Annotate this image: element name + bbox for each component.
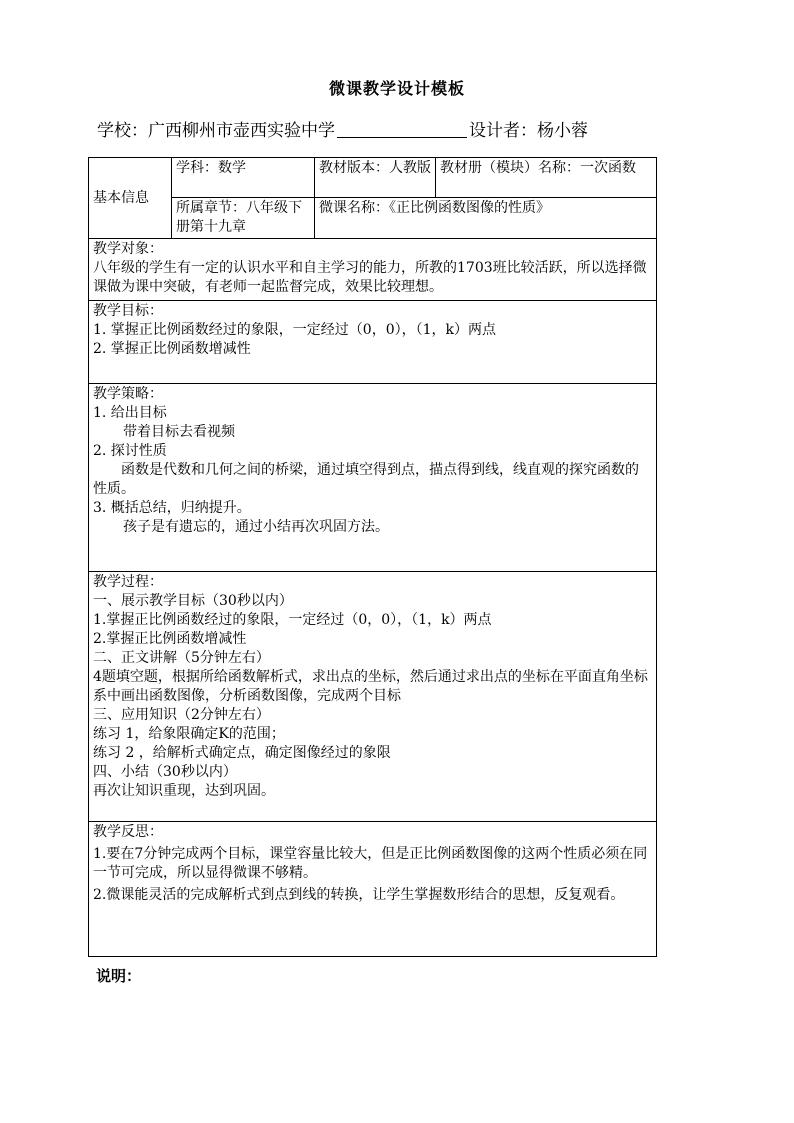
goal-item: 1. 掌握正比例函数经过的象限，一定经过（0，0），（1，k）两点 xyxy=(93,322,497,338)
designer-label: 设计者： xyxy=(469,121,537,141)
blank-underline xyxy=(337,121,467,138)
basic-info-label: 基本信息 xyxy=(89,158,172,239)
volume-cell: 教材册（模块）名称：一次函数 xyxy=(436,158,657,198)
process-line: 2.掌握正比例函数增减性 xyxy=(93,631,247,647)
process-line: 一、展示教学目标（30秒以内） xyxy=(93,593,293,609)
process-section xyxy=(89,572,657,822)
process-line: 再次让知识重现，达到巩固。 xyxy=(93,783,275,799)
audience-heading: 教学对象： xyxy=(93,241,163,257)
audience-text: 八年级的学生有一定的认识水平和自主学习的能力，所教的1703班比较活跃，所以选择微课做为课中突破，有老师一起监督完成，效果比较理想。 xyxy=(93,260,647,295)
strategy-line: 2. 探讨性质 xyxy=(93,443,167,459)
chapter-cell: 所属章节：八年级下册第十九章 xyxy=(172,198,315,239)
process-line: 四、小结（30秒以内） xyxy=(93,764,237,780)
process-line: 1.掌握正比例函数经过的象限，一定经过（0，0），（1，k）两点 xyxy=(93,612,492,628)
design-table xyxy=(88,157,657,957)
note-label: 说明： xyxy=(96,967,142,985)
process-line: 二、正文讲解（5分钟左右） xyxy=(93,650,270,666)
goals-section xyxy=(89,301,657,384)
goal-item: 2. 掌握正比例函数增减性 xyxy=(93,341,251,357)
process-line: 三、应用知识（2分钟左右） xyxy=(93,707,270,723)
strategy-line: 带着目标去看视频 xyxy=(123,424,235,440)
page-title: 微课教学设计模板 xyxy=(328,79,465,98)
reflection-item: 2.微课能灵活的完成解析式到点到线的转换，让学生掌握数形结合的思想，反复观看。 xyxy=(93,887,625,903)
strategy-line: 1. 给出目标 xyxy=(93,405,167,421)
reflection-item: 1.要在7分钟完成两个目标，课堂容量比较大，但是正比例函数图像的这两个性质必须在同一节可完成，所以显得微课不够精。 xyxy=(93,846,648,881)
process-heading: 教学过程： xyxy=(93,574,163,590)
strategy-line: 孩子是有遗忘的，通过小结再次巩固方法。 xyxy=(123,519,389,535)
designer-name: 杨小蓉 xyxy=(537,121,588,141)
subject-cell: 学科：数学 xyxy=(172,158,315,198)
process-line: 4题填空题，根据所给函数解析式，求出点的坐标，然后通过求出点的坐标在平面直角坐标系中画出函数图像，分析函数图像，完成两个目标 xyxy=(93,669,648,704)
process-line: 练习 2 ，给解析式确定点，确定图像经过的象限 xyxy=(93,745,391,761)
strategy-line: 函数是代数和几何之间的桥梁，通过填空得到点，描点得到线，线直观的探究函数的性质。 xyxy=(93,462,639,497)
school-designer-line xyxy=(97,116,588,141)
strategy-heading: 教学策略： xyxy=(93,386,163,402)
reflection-heading: 教学反思： xyxy=(93,824,163,840)
lesson-name-cell: 微课名称：《正比例函数图像的性质》 xyxy=(315,198,657,239)
reflection-section xyxy=(89,822,657,957)
strategy-section xyxy=(89,384,657,572)
strategy-line: 3. 概括总结，归纳提升。 xyxy=(93,500,251,516)
process-line: 练习 1，给象限确定K的范围； xyxy=(93,726,285,742)
school-name: 广西柳州市壶西实验中学 xyxy=(148,121,335,141)
edition-cell: 教材版本：人教版 xyxy=(315,158,436,198)
school-label: 学校： xyxy=(97,121,148,141)
goals-heading: 教学目标： xyxy=(93,303,163,319)
audience-section xyxy=(89,239,657,301)
